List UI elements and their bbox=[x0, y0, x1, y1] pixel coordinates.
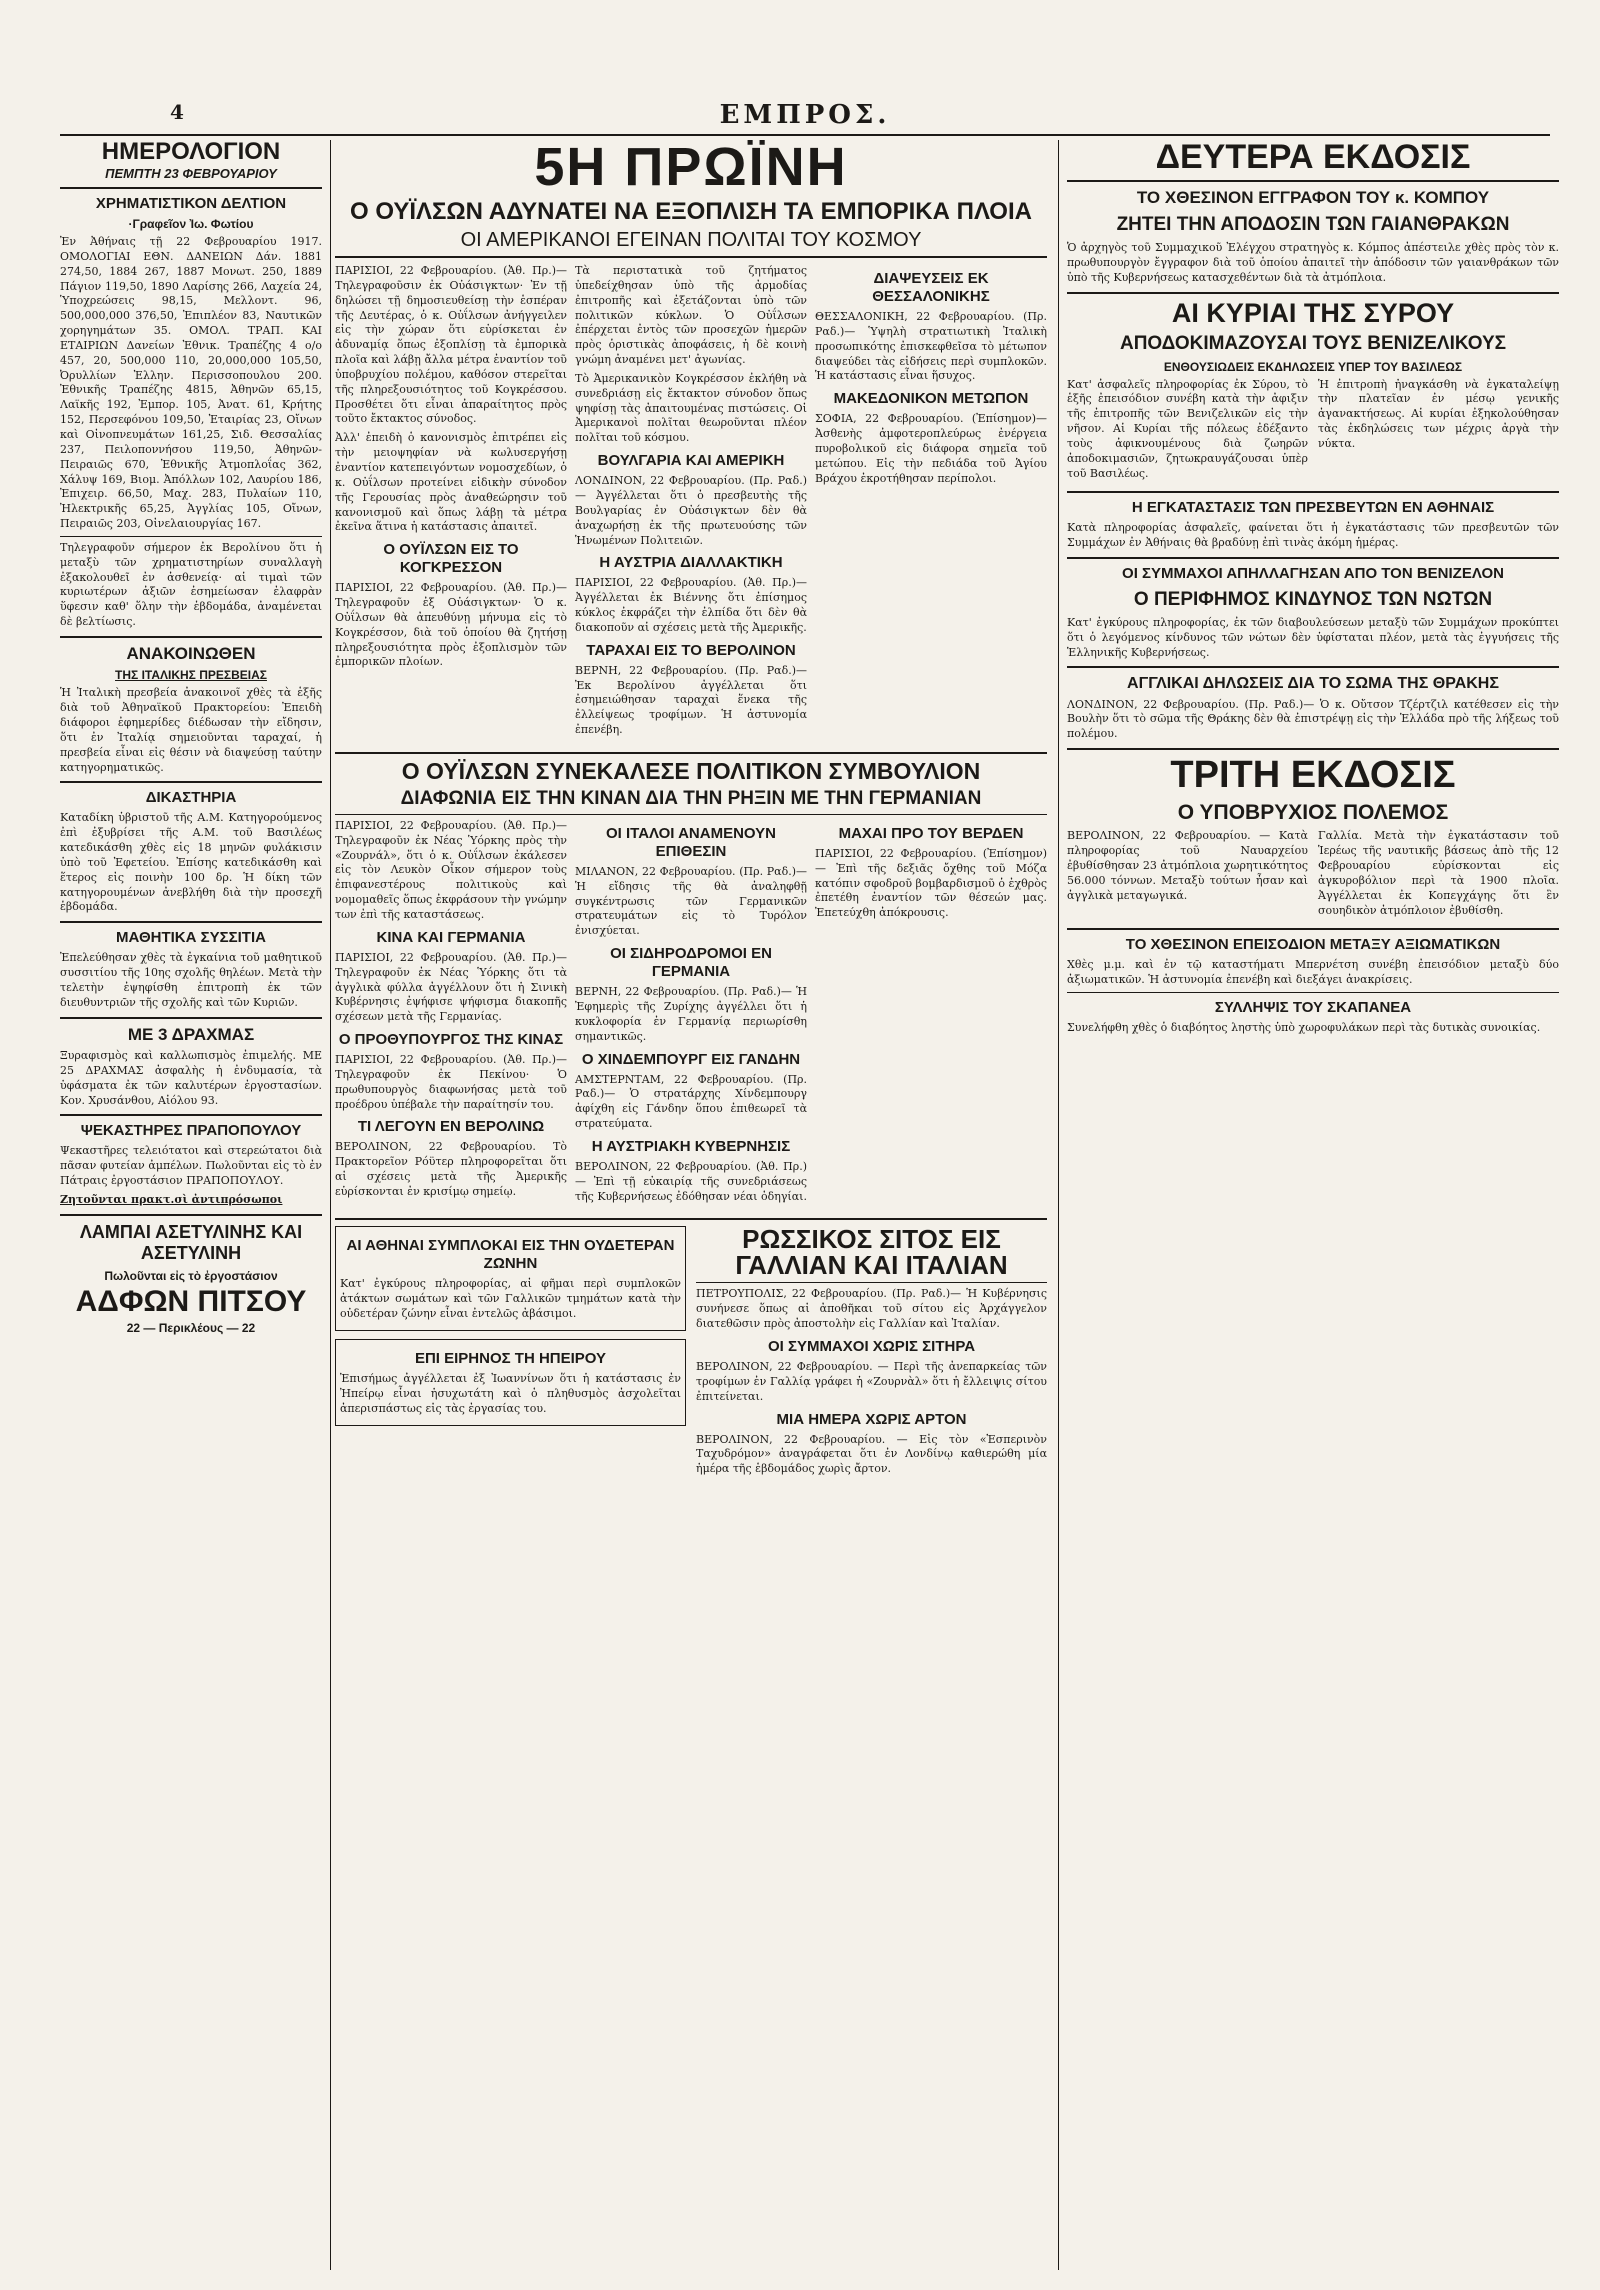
h3-sub2-title: ΜΙΑ ΗΜΕΡΑ ΧΩΡΙΣ ΑΡΤΟΝ bbox=[776, 1410, 967, 1428]
headline-3-body: ΠΕΤΡΟΥΠΟΛΙΣ, 22 Φεβρουαρίου. (Πρ. Ραδ.)— Ἡ Κυβέρνησις συνήνεσε ὅπως αἱ ἀποθῆκαι τοῦ σίτου εἰς Ἀρχάγγελον διατεθῶσιν πρὸς ἀποστολὴν εἰς Γαλλίαν καὶ Ἰταλίαν. bbox=[696, 1287, 1047, 1331]
sub5-title: ΜΑΚΕΔΟΝΙΚΟΝ ΜΕΤΩΠΟΝ bbox=[833, 390, 1029, 408]
financial-bulletin-sub: ·Γραφεῖον Ἰω. Φωτίου bbox=[128, 217, 254, 231]
h2-sub7-body: ΠΑΡΙΣΙΟΙ, 22 Φεβρουαρίου. (Ἐπίσημον)— Ἐπὶ τῆς δεξιᾶς ὄχθης τοῦ Μόζα κατόπιν σφοδροῦ βομβαρδισμοῦ ὁ ἐχθρὸς ἐπετέθη ἐναντίον τῶν θέσεών μας. Ἐπετεύχθη ἀπόκρουσις. bbox=[815, 846, 1047, 920]
headline-3: ΡΩΣΣΙΚΟΣ ΣΙΤΟΣ ΕΙΣ ΓΑΛΛΙΑΝ ΚΑΙ ΙΤΑΛΙΑΝ bbox=[735, 1224, 1008, 1281]
financial-bulletin-title: ΧΡΗΜΑΤΙΣΤΙΚΟΝ ΔΕΛΤΙΟΝ bbox=[95, 195, 287, 212]
financial-note: Τηλεγραφοῦν σήμερον ἐκ Βερολίνου ὅτι ἡ μεταξὺ τῶν χρηματιστηρίων συναλλαγὴ ἐξακολουθεῖ ἐν ἀσθενείᾳ· αἱ τιμαὶ τῶν κυριωτέρων ἀξιῶν ἐσημείωσαν ἐλαφρὰν ὕφεσιν καθ' ὅλην τὴν ἑβδομάδα, ἀναμένεται δὲ βελτίωσις. bbox=[60, 540, 322, 629]
sub2-title: ΔΙΑΨΕΥΣΕΙΣ ΕΚ ΘΕΣΣΑΛΟΝΙΚΗΣ bbox=[872, 270, 990, 305]
r4-body: Κατ' ἐγκύρους πληροφορίας, ἐκ τῶν διαβουλεύσεων μεταξὺ τῶν Συμμάχων προκύπτει ὅτι ὁ λεγόμενος κίνδυνος τῶν νώτων δὲν ὑφίσταται πλέον, μετὰ τὰς ἐγγυήσεις τῆς Ἑλληνικῆς Κυβερνήσεως. bbox=[1067, 615, 1559, 659]
h2-sub3-title: ΤΙ ΛΕΓΟΥΝ ΕΝ ΒΕΡΟΛΙΝΩ bbox=[357, 1118, 545, 1136]
h2-sub5-title: ΟΙ ΣΙΔΗΡΟΔΡΟΜΟΙ ΕΝ ΓΕΡΜΑΝΙΑ bbox=[610, 945, 772, 981]
r5-title: ΑΓΓΛΙΚΑΙ ΔΗΛΩΣΕΙΣ ΔΙΑ ΤΟ ΣΩΜΑ ΤΗΣ ΘΡΑΚΗΣ bbox=[1127, 675, 1499, 693]
h3-sub1-title: ΟΙ ΣΥΜΜΑΧΟΙ ΧΩΡΙΣ ΣΙΤΗΡΑ bbox=[767, 1337, 976, 1355]
r8-title: ΣΥΛΛΗΨΙΣ ΤΟΥ ΣΚΑΠΑΝΕΑ bbox=[1214, 999, 1412, 1017]
r7-body: Χθὲς μ.μ. καὶ ἐν τῷ καταστήματι Μπερνέτση συνέβη ἐπεισόδιον μεταξὺ δύο ἀξιωματικῶν. Ἡ ἀστυνομία ἐπενέβη καὶ διεξάγει ἀνακρίσεις. bbox=[1067, 958, 1559, 987]
right-column bbox=[1058, 140, 1559, 2270]
announcement-body: Ἡ Ἰταλικὴ πρεσβεία ἀνακοινοῖ χθὲς τὰ ἑξῆς διὰ τοῦ Ἀθηναϊκοῦ Πρακτορείου: Ἐπειδὴ διάφοροι ἐφημερίδες διέδωσαν τὴν εἴδησιν, ὅτι ἐν Ἰταλίᾳ σημειοῦνται ταραχαί, ἡ πρεσβεία εἶναι εἰς θέσιν νὰ διαψεύσῃ ταύτην κατηγορηματικῶς. bbox=[60, 686, 322, 774]
r2-title: ΑΙ ΚΥΡΙΑΙ ΤΗΣ ΣΥΡΟΥ bbox=[1171, 297, 1455, 328]
r8-body: Συνελήφθη χθὲς ὁ διαβόητος ληστὴς ὑπὸ χωροφυλάκων περὶ τὰς δυτικὰς συνοικίας. bbox=[1067, 1021, 1541, 1035]
r1-title: ΤΟ ΧΘΕΣΙΝΟΝ ΕΓΓΡΑΦΟΝ ΤΟΥ κ. ΚΟΜΠΟΥ bbox=[1136, 188, 1490, 207]
box2-body: Ἐπισήμως ἀγγέλλεται ἐξ Ἰωαννίνων ὅτι ἡ κατάστασις ἐν Ἠπείρῳ εἶναι ἡσυχωτάτη καὶ ὁ πληθυσμὸς ἀσχολεῖται ἀπερισπάστως εἰς τὰς ἐργασίας του. bbox=[340, 1371, 681, 1415]
r4-title: ΟΙ ΣΥΜΜΑΧΟΙ ΑΠΗΛΛΑΓΗΣΑΝ ΑΠΟ ΤΟΝ ΒΕΝΙΖΕΛΟΝ bbox=[1122, 565, 1504, 583]
announcement-sub: ΤΗΣ ΙΤΑΛΙΚΗΣ ΠΡΕΣΒΕΙΑΣ bbox=[115, 668, 267, 683]
r7-title: ΤΟ ΧΘΕΣΙΝΟΝ ΕΠΕΙΣΟΔΙΟΝ ΜΕΤΑΞΥ ΑΞΙΩΜΑΤΙΚΩΝ bbox=[1125, 936, 1501, 954]
sub4-body: ΠΑΡΙΣΙΟΙ, 22 Φεβρουαρίου. (Ἀθ. Πρ.)— Ἀγγέλλεται ἐκ Βιέννης ὅτι ἐπίσημος κύκλος ἐκφράζει τὴν ἐλπίδα ὅτι δὲν θὰ διακοποῦν αἱ σχέσεις μετὰ τῆς Ἀμερικῆς. bbox=[575, 576, 807, 634]
h2-sub5-body: ΒΕΡΝΗ, 22 Φεβρουαρίου. (Πρ. Ραδ.)— Ἡ Ἐφημερὶς τῆς Ζυρίχης ἀγγέλλει ὅτι ἡ κυκλοφορία ἐν Γερμανίᾳ περιωρίσθη σημαντικῶς. bbox=[575, 985, 807, 1043]
r2-body: Κατ' ἀσφαλεῖς πληροφορίας ἐκ Σύρου, τὸ ἑξῆς ἐπεισόδιον συνέβη κατὰ τὴν ἀφιξιν τῆς ἐπιτροπῆς τῶν Βενιζελικῶν εἰς τὴν νῆσον. Αἱ Κυρίαι τῆς πόλεως ἐδέξαντο τοὺς ἀφικνουμένους διὰ ζωηρῶν ἀποδοκιμασιῶν, ζητωκραυγάζουσαι ὑπὲρ τοῦ Βασιλέως. bbox=[1067, 377, 1308, 480]
sub1-title: Ο ΟΥΪΛΣΩΝ ΕΙΣ ΤΟ ΚΟΓΚΡΕΣΣΟΝ bbox=[383, 541, 519, 577]
second-edition-label: ΔΕΥΤΕΡΑ ΕΚΔΟΣΙΣ bbox=[1155, 140, 1471, 176]
r3-title: Η ΕΓΚΑΤΑΣΤΑΣΙΣ ΤΩΝ ΠΡΕΣΒΕΥΤΩΝ ΕΝ ΑΘΗΝΑΙΣ bbox=[1131, 499, 1495, 517]
h2-sub1-body: ΠΑΡΙΣΙΟΙ, 22 Φεβρουαρίου. (Ἀθ. Πρ.)— Τηλεγραφοῦν ἐκ Νέας Ὑόρκης ὅτι τὰ ἀγγλικὰ φύλλα ἀγγέλλουν ὅτι ἡ Σινικὴ Κυβέρνησις ἐψήφισε ψήφισμα διακοπῆς σχέσεων μετὰ τῆς Γερμανίας. bbox=[335, 950, 567, 1024]
sub5-body: ΣΟΦΙΑ, 22 Φεβρουαρίου. (Ἐπίσημον)— Ἀσθενὴς ἀμφοτεροπλεύρως ἐνέργεια πυροβολικοῦ εἰς διάφορα σημεῖα τοῦ μετώπου. Εἰς τὴν πεδιάδα τοῦ Ἁγίου Βράχου ἐκροτήθησαν περίπολοι. bbox=[815, 412, 1047, 485]
ad-lamps-body: Πωλοῦνται εἰς τὸ ἐργοστάσιον bbox=[104, 1269, 278, 1283]
ad-lamps-brand: ΑΔΦΩΝ ΠΙΤΣΟΥ bbox=[75, 1285, 307, 1318]
ad-barber-title: ΜΕ 3 ΔΡΑΧΜΑΣ bbox=[127, 1024, 255, 1044]
box1-body: Κατ' ἐγκύρους πληροφορίας, αἱ φῆμαι περὶ συμπλοκῶν ἀτάκτων σωμάτων καὶ τῶν Γαλλικῶν τμημάτων κατὰ τὴν οὐδετέραν ζώνην εἶναι ἐντελῶς ἀβάσιμοι. bbox=[340, 1277, 681, 1321]
headline-2: Ο ΟΥΪΛΣΩΝ ΣΥΝΕΚΑΛΕΣΕ ΠΟΛΙΤΙΚΟΝ ΣΥΜΒΟΥΛΙΟΝ bbox=[401, 757, 981, 784]
third-edition-label: ΤΡΙΤΗ ΕΚΔΟΣΙΣ bbox=[1170, 754, 1456, 797]
sub2-body: ΘΕΣΣΑΛΟΝΙΚΗ, 22 Φεβρουαρίου. (Πρ. Ραδ.)— Ὑψηλὴ στρατιωτικὴ Ἰταλικὴ προσωπικότης ἐπισκεφθεῖσα τὸ μέτωπον διαψεύδει τὰς εἰδήσεις περὶ συμπλοκῶν. Ἡ κατάστασις εἶναι ἥσυχος. bbox=[815, 310, 1047, 383]
ad-lamps-address: 22 — Περικλέους — 22 bbox=[126, 1321, 256, 1335]
r4-sub: Ο ΠΕΡΙΦΗΜΟΣ ΚΙΝΔΥΝΟΣ ΤΩΝ ΝΩΤΩΝ bbox=[1133, 589, 1493, 611]
h2-sub1-title: ΚΙΝΑ ΚΑΙ ΓΕΡΜΑΝΙΑ bbox=[376, 928, 526, 946]
r2-sub2: ΕΝΘΟΥΣΙΩΔΕΙΣ ΕΚΔΗΛΩΣΕΙΣ ΥΠΕΡ ΤΟΥ ΒΑΣΙΛΕΩΣ bbox=[1163, 359, 1463, 374]
ad-barber-body: Ξυραφισμὸς καὶ καλλωπισμὸς ἐπιμελής. ΜΕ 25 ΔΡΑΧΜΑΣ ἀσφαλὴς ἡ ἐνδυμασία, τὰ ὑφάσματα ἐκ τῶν καλυτέρων ἐργοστασίων. Κον. Χρυσάνθου, Αἰόλου 93. bbox=[60, 1049, 322, 1107]
courts-body: Καταδίκη ὑβριστοῦ τῆς Α.Μ. Κατηγορούμενος ἐπὶ ἐξυβρίσει τῆς Α.Μ. τοῦ Βασιλέως κατεδικάσθη χθὲς εἰς 18 μηνῶν φυλάκισιν ὑπὸ τοῦ Ἐφετείου. Ἐπίσης κατεδικάσθη καὶ ἕτερος εἰς ποινὴν 100 δρ. Ἡ δίκη τῶν κατηγορουμένων ἀνεβλήθη διὰ τὴν προσεχῆ ἑβδομάδα. bbox=[60, 811, 322, 914]
box-epirus bbox=[335, 1339, 686, 1426]
date-line: ΠΕΜΠΤΗ 23 ΦΕΒΡΟΥΑΡΙΟΥ bbox=[105, 166, 277, 181]
h2-sub7-title: ΜΑΧΑΙ ΠΡΟ ΤΟΥ ΒΕΡΔΕΝ bbox=[838, 824, 1024, 842]
ad-sprayers-note: Ζητοῦνται πρακτ.σὶ ἀντιπρόσωποι bbox=[60, 1192, 283, 1206]
sub3-title: ΒΟΥΛΓΑΡΙΑ ΚΑΙ ΑΜΕΡΙΚΗ bbox=[597, 452, 785, 470]
main-headline: Ο ΟΥΪΛΣΩΝ ΑΔΥΝΑΤΕΙ ΝΑ ΕΞΟΠΛΙΣΗ ΤΑ ΕΜΠΟΡΙΚΑ ΠΛΟΙΑ bbox=[350, 198, 1032, 225]
box2-title: ΕΠΙ ΕΙΡΗΝΟΣ ΤΗ ΗΠΕΙΡΟΥ bbox=[414, 1349, 607, 1367]
ad-lamps-title: ΛΑΜΠΑΙ ΑΣΕΤΥΛΙΝΗΣ ΚΑΙ ΑΣΕΤΥΛΙΝΗ bbox=[79, 1221, 303, 1264]
edition-label: 5Η ΠΡΩΪΝΗ bbox=[534, 140, 848, 197]
announcement-title: ΑΝΑΚΟΙΝΩΘΕΝ bbox=[126, 643, 256, 663]
sub4-title: Η ΑΥΣΤΡΙΑ ΔΙΑΛΛΑΚΤΙΚΗ bbox=[599, 554, 783, 572]
story-2 bbox=[335, 819, 1047, 1209]
h3-sub2-body: ΒΕΡΟΛΙΝΟΝ, 22 Φεβρουαρίου. — Εἰς τὸν «Ἑσπερινὸν Ταχυδρόμον» ἀναγράφεται ὅτι ἐν Λονδίνῳ καθιερώθη μία ἡμέρα τῆς ἑβδομάδος χωρὶς ἄρτον. bbox=[696, 1432, 1047, 1476]
student-meals-body: Ἐπελεύθησαν χθὲς τὰ ἐγκαίνια τοῦ μαθητικοῦ συσσιτίου τῆς 10ης σχολῆς θηλέων. Μετὰ τὴν τελετὴν ἐψηφίσθη ἐπιτροπὴ ἐκ τῶν διευθυντριῶν τῆς σχολῆς καὶ τῶν Κυριῶν. bbox=[60, 951, 322, 1009]
masthead bbox=[60, 100, 1550, 136]
center-column bbox=[335, 140, 1047, 2270]
newspaper-name: ΕΜΠΡΟΣ. bbox=[719, 100, 891, 130]
h2-sub3-body: ΒΕΡΟΛΙΝΟΝ, 22 Φεβρουαρίου. Τὸ Πρακτορεῖον Ρόϋτερ πληροφορεῖται ὅτι αἱ σχέσεις μετὰ τῆς Ἀμερικῆς εὑρίσκονται ἐν κρισίμῳ σημείῳ. bbox=[335, 1140, 567, 1198]
main-story-p3: Τὰ περιστατικὰ τοῦ ζητήματος ὑπεδείχθησαν ὑπὸ τῆς ἀρμοδίας ἐπιτροπῆς καὶ ἐξετάζονται ὑπὸ τῶν πολιτικῶν κύκλων. Ὁ Οὐΐλσων ἐπέρχεται ἐντὸς τῶν προσεχῶν ἡμερῶν πρὸς ὁριστικὰς ἀποφάσεις, ἡ δὲ κοινὴ γνώμη ἀναμένει μετ' ἀγωνίας. bbox=[575, 264, 807, 367]
r2-sub: ΑΠΟΔΟΚΙΜΑΖΟΥΣΑΙ ΤΟΥΣ ΒΕΝΙΖΕΛΙΚΟΥΣ bbox=[1119, 332, 1507, 354]
main-subheadline: ΟΙ ΑΜΕΡΙΚΑΝΟΙ ΕΓΕΙΝΑΝ ΠΟΛΙΤΑΙ ΤΟΥ ΚΟΣΜΟΥ bbox=[460, 229, 922, 251]
r6-body2: Γαλλία. Μετὰ τὴν ἐγκατάστασιν τοῦ Ἱερέως τῆς ναυτικῆς βάσεως ἀπὸ τῆς 12 Φεβρουαρίου εὑρίσκονται εἰς ἀγκυροβόλιον περὶ τὰ 1900 πλοῖα. Ἀγγέλλεται ἐκ Κοπεγχάγης ὅτι ἓν σουηδικὸν ἀτμόπλοιον ἐβυθίσθη. bbox=[1318, 829, 1559, 917]
r1-sub: ΖΗΤΕΙ ΤΗΝ ΑΠΟΔΟΣΙΝ ΤΩΝ ΓΑΙΑΝΘΡΑΚΩΝ bbox=[1116, 214, 1510, 236]
r1-body: Ὁ ἀρχηγὸς τοῦ Συμμαχικοῦ Ἐλέγχου στρατηγὸς κ. Κόμπος ἀπέστειλε χθὲς πρὸς τὸν κ. πρωθυπουργὸν ἔγγραφον διὰ τοῦ ὁποίου ἀπαιτεῖ τὴν ἀπόδοσιν τῶν γαιανθράκων τῶν ὑπὸ τῆς Κυβερνήσεως κατασχεθέντων διὰ τὰ ἀτμόπλοια. bbox=[1067, 241, 1559, 284]
r3-body: Κατὰ πληροφορίας ἀσφαλεῖς, φαίνεται ὅτι ἡ ἐγκατάστασις τῶν πρεσβευτῶν τῶν Συμμάχων ἐν Ἀθήναις θὰ βραδύνῃ ἐπὶ τινὰς ἀκόμη ἡμέρας. bbox=[1067, 521, 1559, 550]
sub3-body: ΛΟΝΔΙΝΟΝ, 22 Φεβρουαρίου. (Πρ. Ραδ.)— Ἀγγέλλεται ὅτι ὁ πρεσβευτὴς τῆς Βουλγαρίας ἐν Οὐάσιγκτων δὲν θὰ ἀναχωρήσῃ ἐκ τῆς πρωτευούσης τῶν Ἡνωμένων Πολιτειῶν. bbox=[575, 474, 807, 547]
ad-sprayers-body: Ψεκαστῆρες τελειότατοι καὶ στερεώτατοι διὰ πᾶσαν φυτείαν ἀμπέλων. Πωλοῦνται εἰς τὸ ἐν Πάτραις ἐργοστάσιον ΠΡΑΠΟΠΟΥΛΟΥ. bbox=[60, 1144, 322, 1188]
h2-sub4-title: ΟΙ ΙΤΑΛΟΙ ΑΝΑΜΕΝΟΥΝ ΕΠΙΘΕΣΙΝ bbox=[605, 824, 777, 860]
h3-sub1-body: ΒΕΡΟΛΙΝΟΝ, 22 Φεβρουαρίου. — Περὶ τῆς ἀνεπαρκείας τῶν τροφίμων ἐν Γαλλίᾳ γράφει ἡ «Ζουρνὰλ» ὅτι ἡ ἔλλειψις σίτου ἐπιτείνεται. bbox=[696, 1359, 1047, 1403]
calendar-title: ΗΜΕΡΟΛΟΓΙΟΝ bbox=[101, 140, 281, 165]
box1-title: ΑΙ ΑΘΗΝΑΙ ΣΥΜΠΛΟΚΑΙ ΕΙΣ ΤΗΝ ΟΥΔΕΤΕΡΑΝ ΖΩΝΗΝ bbox=[346, 1237, 675, 1273]
h2-sub2-body: ΠΑΡΙΣΙΟΙ, 22 Φεβρουαρίου. (Ἀθ. Πρ.)— Τηλεγραφοῦν ἐκ Πεκίνου· Ὁ πρωθυπουργὸς διαφωνήσας μετὰ τοῦ προέδρου ὑπέβαλε τὴν παραίτησίν του. bbox=[335, 1053, 567, 1111]
sub6-body: ΒΕΡΝΗ, 22 Φεβρουαρίου. (Πρ. Ραδ.)— Ἐκ Βερολίνου ἀγγέλλεται ὅτι ἐσημειώθησαν ταραχαὶ ἕνεκα τῆς ἐλλείψεως τροφίμων. Ἡ ἀστυνομία ἐπενέβη. bbox=[575, 663, 807, 737]
left-column bbox=[60, 140, 331, 2270]
lower-center bbox=[335, 1226, 1047, 1481]
h2-sub2-title: Ο ΠΡΟΘΥΠΟΥΡΓΟΣ ΤΗΣ ΚΙΝΑΣ bbox=[338, 1031, 564, 1049]
r5-body: ΛΟΝΔΙΝΟΝ, 22 Φεβρουαρίου. (Πρ. Ραδ.)— Ὁ κ. Οὔτσον Τζέρτζιλ κατέθεσεν εἰς τὴν Βουλὴν ὅτι τὸ σῶμα τῆς Θράκης δὲν θὰ ἐπιστρέψῃ εἰς τὴν Ἑλλάδα πρὸ τῆς λήξεως τοῦ πολέμου. bbox=[1067, 697, 1559, 741]
page-number: 4 bbox=[170, 100, 184, 124]
main-story-p2: Ἀλλ' ἐπειδὴ ὁ κανονισμὸς ἐπιτρέπει εἰς τὴν μειοψηφίαν νὰ κωλυσεργήσῃ ἐναντίον κατεπειγόντων νομοσχεδίων, ὁ κ. Οὐΐλσων προτείνει εἰδικὴν σύνοδον τῆς Γερουσίας πρὸς ἀναθεώρησιν τοῦ κανονισμοῦ καὶ ὅπως λάβῃ τὰ μέτρα ἐκεῖνα ἅτινα ἡ κατάστασις ἀπαιτεῖ. bbox=[335, 431, 567, 534]
story-2-body: ΠΑΡΙΣΙΟΙ, 22 Φεβρουαρίου. (Ἀθ. Πρ.)— Τηλεγραφοῦν ἐκ Νέας Ὑόρκης πρὸς τὴν «Ζουρνάλ», ὅτι ὁ κ. Οὐΐλσων ἐκάλεσεν εἰς τὸν Λευκὸν Οἶκον σήμερον τοὺς ἐπιφανεστέρους πολιτικοὺς καὶ νομομαθεῖς ὅπως ἐκφράσουν τὴν γνώμην των ἐπὶ τῆς καταστάσεως. bbox=[335, 818, 567, 921]
courts-title: ΔΙΚΑΣΤΗΡΙΑ bbox=[145, 789, 237, 807]
main-story-p1: ΠΑΡΙΣΙΟΙ, 22 Φεβρουαρίου. (Ἀθ. Πρ.)— Τηλεγραφοῦσιν ἐκ Οὐάσιγκτων· Ἐν τῇ δηλώσει τῇ δημοσιευθείσῃ τὴν ἑσπέραν τῆς Δευτέρας, ὁ κ. Οὐΐλσων ἀνήγγειλεν εἰς τὴν χώραν ὅτι εὑρίσκεται ἐν ἀδυναμίᾳ ὅπως ἐξοπλίσῃ τὰ ἐμπορικὰ πλοῖα καὶ λάβῃ ἄλλα μέτρα ἐναντίον τοῦ ὑποβρυχίου πολέμου, καθόσον στερεῖται τῆς πληρεξουσιότητος τοῦ Κογκρέσσου. Προσθέτει ὅτι εἶναι ἀπαραίτητος πρὸς τοῦτο ἔκτακτος σύνοδος. bbox=[335, 264, 567, 426]
h2-sub6-body: ΑΜΣΤΕΡΝΤΑΜ, 22 Φεβρουαρίου. (Πρ. Ραδ.)— Ὁ στρατάρχης Χίνδεμπουργ ἀφίχθη εἰς Γάνδην ὅπου ἐπιθεωρεῖ τὰ στρατεύματα. bbox=[575, 1072, 807, 1131]
h2-sub8-title: Η ΑΥΣΤΡΙΑΚΗ ΚΥΒΕΡΝΗΣΙΣ bbox=[591, 1137, 791, 1155]
ad-sprayers-title: ΨΕΚΑΣΤΗΡΕΣ ΠΡΑΠΟΠΟΥΛΟΥ bbox=[80, 1122, 302, 1140]
box-neutral-zone bbox=[335, 1226, 686, 1331]
sub6-title: ΤΑΡΑΧΑΙ ΕΙΣ ΤΟ ΒΕΡΟΛΙΝΟΝ bbox=[586, 641, 796, 659]
main-story-p4: Τὸ Ἀμερικανικὸν Κογκρέσσον ἐκλήθη νὰ συνεδριάσῃ εἰς ἔκτακτον σύνοδον ὅπως ψηφίσῃ τὰς ἀπαιτουμένας πιστώσεις. Οἱ Ἀμερικανοὶ πολῖται θεωροῦνται πλέον πολῖται τοῦ κόσμου. bbox=[575, 371, 807, 445]
sub1-body: ΠΑΡΙΣΙΟΙ, 22 Φεβρουαρίου. (Ἀθ. Πρ.)— Τηλεγραφοῦν ἐξ Οὐάσιγκτων· Ὁ κ. Οὐΐλσων θὰ ἀπευθύνῃ μήνυμα εἰς τὸ Κογκρέσσον, διὰ τοῦ ὁποίου θὰ ζητήσῃ πληρεξουσιότητα πρὸς ἐξοπλισμὸν τῶν ἐμπορικῶν πλοίων. bbox=[335, 581, 567, 669]
main-story bbox=[335, 264, 1047, 742]
h2-sub8-body: ΒΕΡΟΛΙΝΟΝ, 22 Φεβρουαρίου. (Ἀθ. Πρ.)— Ἐπὶ τῇ εὐκαιρίᾳ τῆς συνεδριάσεως τῆς Κυβερνήσεως ἐδόθησαν νέαι ὁδηγίαι. bbox=[575, 1159, 807, 1203]
student-meals-title: ΜΑΘΗΤΙΚΑ ΣΥΣΣΙΤΙΑ bbox=[116, 929, 266, 947]
headline-2-sub: ΔΙΑΦΩΝΙΑ ΕΙΣ ΤΗΝ ΚΙΝΑΝ ΔΙΑ ΤΗΝ ΡΗΞΙΝ ΜΕ ΤΗΝ ΓΕΡΜΑΝΙΑΝ bbox=[400, 787, 982, 809]
r6-body: ΒΕΡΟΛΙΝΟΝ, 22 Φεβρουαρίου. — Κατὰ πληροφορίας τοῦ Ναυαρχείου ἐβυθίσθησαν 23 ἀτμόπλοια χωρητικότητος 56.000 τόννων. Μεταξὺ τούτων ἦσαν καὶ ἀγγλικὰ μεταγωγικά. bbox=[1067, 829, 1308, 902]
h2-sub4-body: ΜΙΛΑΝΟΝ, 22 Φεβρουαρίου. (Πρ. Ραδ.)— Ἡ εἴδησις τῆς θὰ ἀναληφθῇ συγκέντρωσις τῶν Γερμανικῶν στρατευμάτων εἰς τὸ Τυρόλον ἐνισχύεται. bbox=[575, 864, 807, 938]
r2-body2: Ἡ ἐπιτροπὴ ἠναγκάσθη νὰ ἐγκαταλείψῃ τὴν πλατεῖαν ἐν μέσῳ γενικῆς ἀγανακτήσεως. Αἱ κυρίαι ἐξηκολούθησαν τὰς ἐκδηλώσεις των μέχρις ἀργὰ τὴν νύκτα. bbox=[1318, 377, 1559, 450]
financial-bulletin-body: Ἐν Ἀθήναις τῇ 22 Φεβρουαρίου 1917. ΟΜΟΛΟΓΙΑΙ ΕΘΝ. ΔΑΝΕΙΩΝ Δάν. 1881 274,50, 1884 267, 1887 Μονωτ. 250, 1889 Πάγιον 119,50, 1890 Λαρίσης 266, Λαχεία 24, Ὑποχρεώσεις 98,15, Μελλοντ. 96, 500,000,000 376,50, Ἐπιπλέον 83, Ναυτικῶν χορηγημάτων 35. ΟΜΟΛ. ΤΡΑΠ. ΚΑΙ ΕΤΑΙΡΙΩΝ Δανείων Ἐθνικ. Τραπέζης 4 ο/ο 457, 20, 500,000 110, 20,000,000 105,50, Ὀρυλλίων Ἑλλην. Περισσοπουλου 200. Ἐθνικῆς Τραπέζης 4815, Ἀθηνῶν 65,15, Λαϊκῆς 192, Ἐμπορ. 105, Ἀνατ. 61, Κρήτης 152, Περσεφόνου 109,50, Ἑταιρίας 23, Οἴνων καὶ Οἰνοπνευμάτων 161,25, Σιδ. Θεσσαλίας 237, Πειλοποννήσου 119,50, Ἀθηνῶν-Πειραιῶς 670, Ἐθνικῆς Ἀτμοπλοΐας 362, Χάλυψ 169, Βιομ. Ἀπόλλων 102, Λαυρίου 186, Ἐπιχειρ. 66,50, Μαχ. 283, Πυλαίων 110, Ἠλεκτρικῆς 65,25, Ἀγγλίας 105, Οἴνων, Πειραιῶς 203, Οἰνελαιουργίας 167. bbox=[60, 235, 322, 531]
r6-title: Ο ΥΠΟΒΡΥΧΙΟΣ ΠΟΛΕΜΟΣ bbox=[1177, 801, 1449, 825]
h2-sub6-title: Ο ΧΙΝΔΕΜΠΟΥΡΓ ΕΙΣ ΓΑΝΔΗΝ bbox=[581, 1050, 801, 1068]
